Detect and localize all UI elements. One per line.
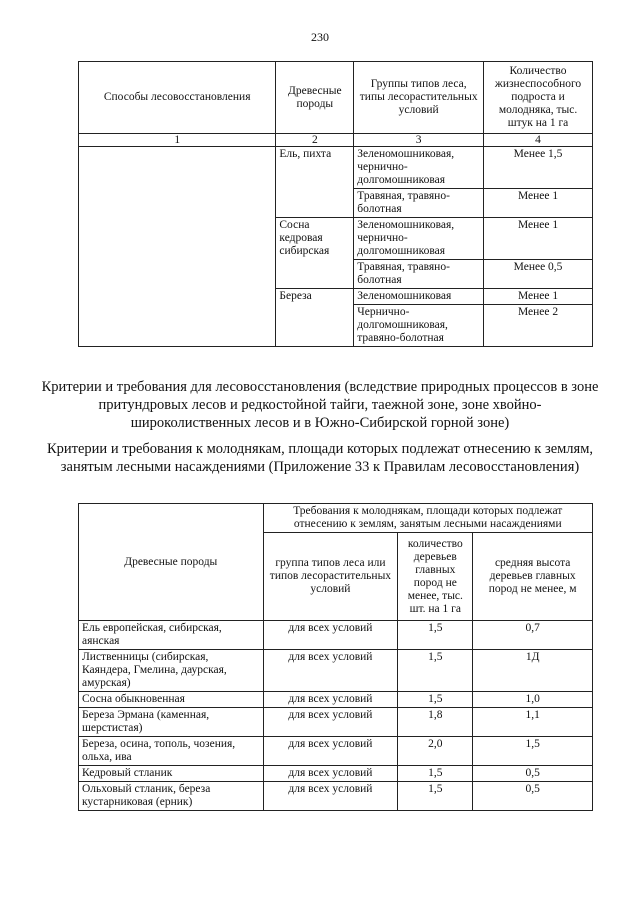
t1-forest-type: Зеленомошниковая, чернично-долгомошниковая — [354, 218, 484, 260]
t2-count: 1,5 — [398, 692, 473, 708]
t2-conditions: для всех условий — [263, 621, 398, 650]
table-row — [79, 737, 593, 766]
t2-height: 1Д — [473, 650, 593, 692]
page-number: 230 — [311, 30, 329, 44]
section-heading-young-stands-criteria: Критерии и требования к молоднякам, площади которых подлежат отнесению к землям, занятым лесными насаждениями (Приложение 33 к Правилам лесовосстановления) — [46, 441, 594, 475]
t2-count: 2,0 — [398, 737, 473, 766]
t2-count: 1,5 — [398, 650, 473, 692]
t2-header-count: количество деревьев главных пород не менее, тыс. шт. на 1 га — [398, 533, 473, 621]
t2-conditions: для всех условий — [263, 782, 398, 811]
t1-forest-type: Травяная, травяно-болотная — [354, 260, 484, 289]
table-row — [79, 147, 593, 189]
t2-height: 0,7 — [473, 621, 593, 650]
t1-header-method: Способы лесовосстановления — [79, 62, 276, 134]
t2-header-species: Древесные породы — [79, 504, 264, 621]
t2-conditions: для всех условий — [263, 737, 398, 766]
t1-col-number: 4 — [484, 134, 593, 147]
t2-species: Береза, осина, тополь, чозения, ольха, ива — [79, 737, 264, 766]
t2-conditions: для всех условий — [263, 650, 398, 692]
t1-quantity: Менее 2 — [484, 305, 593, 347]
table-row — [79, 692, 593, 708]
t2-count: 1,8 — [398, 708, 473, 737]
t1-species: Ель, пихта — [276, 147, 354, 218]
t2-height: 0,5 — [473, 782, 593, 811]
t2-count: 1,5 — [398, 621, 473, 650]
t1-quantity: Менее 1 — [484, 218, 593, 260]
t2-height: 1,0 — [473, 692, 593, 708]
t2-header-height: средняя высота деревьев главных пород не менее, м — [473, 533, 593, 621]
t2-species: Кедровый стланик — [79, 766, 264, 782]
t1-header-forest-types: Группы типов леса, типы лесорастительных условий — [354, 62, 484, 134]
t2-species: Лиственницы (сибирская, Каяндера, Гмелина, даурская, амурская) — [79, 650, 264, 692]
t1-forest-type: Зеленомошниковая — [354, 289, 484, 305]
table-row — [79, 621, 593, 650]
t2-species: Ель европейская, сибирская, аянская — [79, 621, 264, 650]
table-row — [79, 782, 593, 811]
t1-forest-type: Травяная, травяно-болотная — [354, 189, 484, 218]
t2-conditions: для всех условий — [263, 766, 398, 782]
t2-height: 1,5 — [473, 737, 593, 766]
t1-quantity: Менее 1,5 — [484, 147, 593, 189]
restoration-table — [78, 61, 593, 347]
young-stands-table — [78, 503, 593, 811]
t1-quantity: Менее 1 — [484, 189, 593, 218]
t2-species: Ольховый стланик, береза кустарниковая (ерник) — [79, 782, 264, 811]
t2-conditions: для всех условий — [263, 692, 398, 708]
t1-quantity: Менее 0,5 — [484, 260, 593, 289]
t1-species: Сосна кедровая сибирская — [276, 218, 354, 289]
t2-header-conditions: группа типов леса или типов лесорастительных условий — [263, 533, 398, 621]
t1-species: Береза — [276, 289, 354, 347]
t2-species: Сосна обыкновенная — [79, 692, 264, 708]
t1-header-quantity: Количество жизнеспособного подроста и молодняка, тыс. штук на 1 га — [484, 62, 593, 134]
t1-method-cell — [79, 147, 276, 347]
t1-forest-type: Зеленомошниковая, чернично-долгомошниковая — [354, 147, 484, 189]
table-row — [79, 650, 593, 692]
t2-species: Береза Эрмана (каменная, шерстистая) — [79, 708, 264, 737]
table-row — [79, 766, 593, 782]
t2-count: 1,5 — [398, 782, 473, 811]
t1-quantity: Менее 1 — [484, 289, 593, 305]
t1-col-number: 2 — [276, 134, 354, 147]
t1-header-species: Древесные породы — [276, 62, 354, 134]
t2-height: 1,1 — [473, 708, 593, 737]
t2-count: 1,5 — [398, 766, 473, 782]
t1-col-number: 1 — [79, 134, 276, 147]
t2-height: 0,5 — [473, 766, 593, 782]
table-row — [79, 708, 593, 737]
t1-col-number: 3 — [354, 134, 484, 147]
t1-forest-type: Чернично-долгомошниковая, травяно-болотная — [354, 305, 484, 347]
t2-header-requirements: Требования к молоднякам, площади которых подлежат отнесению к землям, занятым лесными насаждениями — [263, 504, 592, 533]
section-heading-restoration-criteria: Критерии и требования для лесовосстановления (вследствие природных процессов в зоне притундровых лесов и редкостойной тайги, таежной зоне, зоне хвойно-широколиственных лесов и в Южно-Сибирской горной зоне) — [41, 379, 599, 431]
t2-conditions: для всех условий — [263, 708, 398, 737]
